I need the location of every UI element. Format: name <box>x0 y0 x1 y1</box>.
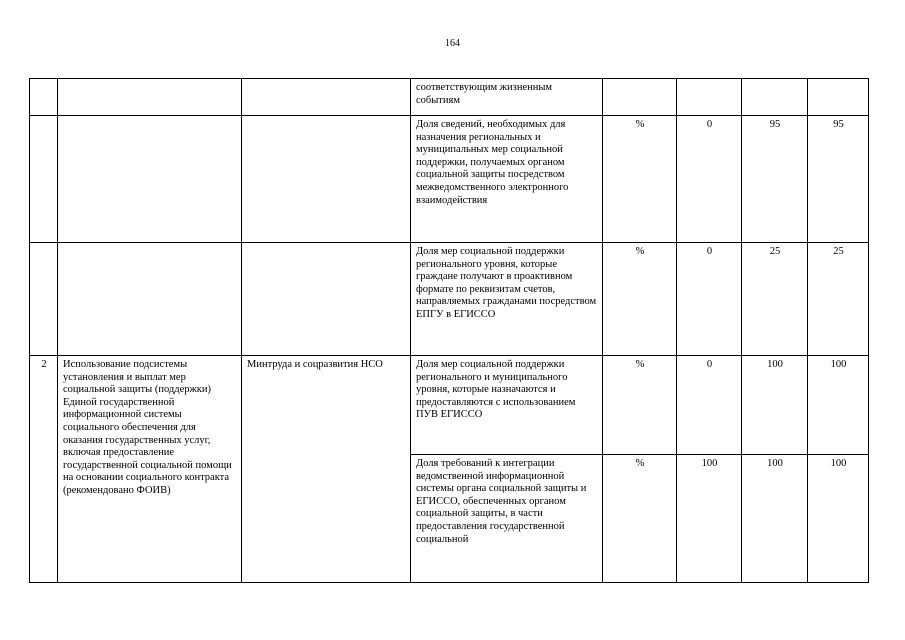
value-cell: 100 <box>677 455 742 583</box>
responsible-cell <box>242 79 411 116</box>
indicator-cell <box>411 116 603 243</box>
responsible-cell <box>242 243 411 356</box>
value-cell <box>742 79 808 116</box>
value-cell: 0 <box>677 356 742 455</box>
number-cell: 2 <box>30 356 58 583</box>
indicator-text: Доля мер социальной поддержки регионального уровня, которые граждане получают в проактивном формате по реквизитам счетов, направляемых гражданами посредством ЕПГУ в ЕГИССО <box>416 246 597 320</box>
value-cell: 25 <box>742 243 808 356</box>
unit-cell: % <box>603 116 677 243</box>
indicator-text: Доля сведений, необходимых для назначения региональных и муниципальных мер социальной поддержки, получаемых органом социальной защиты посредством межведомственного электронного взаимодействия <box>416 119 569 206</box>
measure-cell <box>58 356 242 583</box>
value-cell: 95 <box>808 116 869 243</box>
table-row <box>30 116 869 243</box>
indicator-text: Доля требований к интеграции ведомственной информационной системы органа социальной защиты и ЕГИССО, обеспеченных органом социальной защиты, в части предоставления государственной социальной <box>416 458 587 545</box>
indicator-cell <box>411 79 603 116</box>
responsible-text: Минтруда и соцразвития НСО <box>247 359 383 370</box>
value-cell: 0 <box>677 116 742 243</box>
indicator-text: Доля мер социальной поддержки регионального и муниципального уровня, которые назначаются и предоставляются с использованием ПУВ ЕГИССО <box>416 359 576 421</box>
unit-cell <box>603 79 677 116</box>
value-cell: 100 <box>808 356 869 455</box>
indicator-text: соответствующим жизненным событиям <box>416 82 553 106</box>
value-cell: 25 <box>808 243 869 356</box>
value-cell: 95 <box>742 116 808 243</box>
number-cell <box>30 243 58 356</box>
responsible-cell <box>242 116 411 243</box>
unit-cell: % <box>603 243 677 356</box>
measure-cell <box>58 243 242 356</box>
value-cell <box>808 79 869 116</box>
page-number: 164 <box>445 38 460 49</box>
measure-cell <box>58 79 242 116</box>
value-cell <box>677 79 742 116</box>
value-cell: 100 <box>742 455 808 583</box>
indicator-cell <box>411 356 603 455</box>
unit-cell: % <box>603 455 677 583</box>
unit-cell: % <box>603 356 677 455</box>
measure-cell <box>58 116 242 243</box>
table-row <box>30 243 869 356</box>
indicator-cell <box>411 243 603 356</box>
table-row <box>30 356 869 455</box>
number-cell <box>30 79 58 116</box>
measure-text: Использование подсистемы установления и выплат мер социальной защиты (поддержки) Единой государственной информационной системы социального обеспечения для оказания государственных услуг, включая предоставление государственной социальной помощи на основании социального контракта (рекомендовано ФОИВ) <box>63 359 232 496</box>
indicators-table <box>29 78 869 583</box>
responsible-cell <box>242 356 411 583</box>
indicator-cell <box>411 455 603 583</box>
value-cell: 100 <box>742 356 808 455</box>
value-cell: 0 <box>677 243 742 356</box>
table-row <box>30 79 869 116</box>
number-cell <box>30 116 58 243</box>
value-cell: 100 <box>808 455 869 583</box>
